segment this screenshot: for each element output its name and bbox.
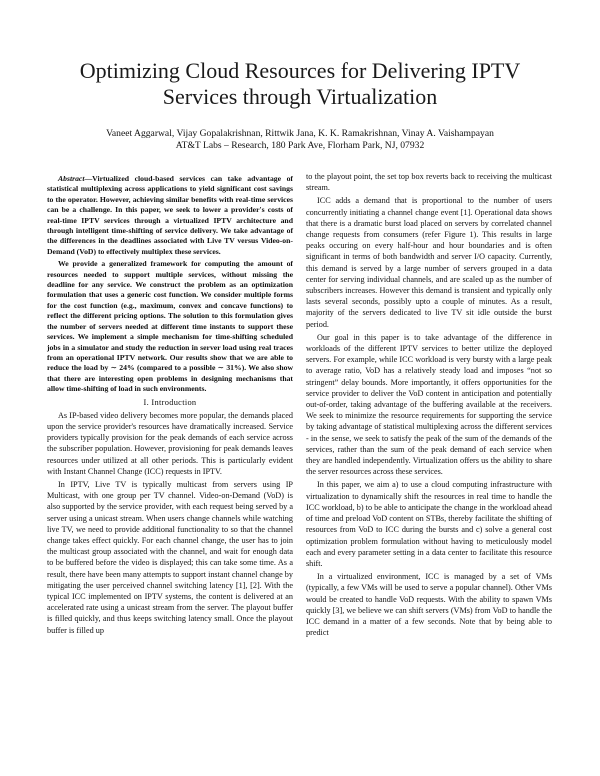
right-column — [306, 171, 552, 640]
abstract-paragraph-1 — [47, 174, 293, 257]
intro-paragraph-4: Our goal in this paper is to take advantage of the difference in workloads of the different IPTV services to better utilize the deployed servers. For example, while ICC workload is very bursty with a large peak to average ratio, VoD has a relatively steady load and imposes “not so stringent” delay bounds. More importantly, it offers opportunities for the service provider to deliver the VoD content in anticipation and potentially out-of-order, taking advantage of the buffering available at the receivers. We seek to minimize the resource requirements for supporting the service by taking advantage of statistical multiplexing across the different services - in the sense, we seek to satisfy the peak of the sum of the demands of the services, rather than the sum of the peak demand of each service when they are handled independently. Virtualization offers us the ability to share the server resources across these services. — [306, 332, 552, 477]
intro-paragraph-6: In a virtualized environment, ICC is managed by a set of VMs (typically, a few VMs will be used to serve a popular channel). Other VMs would be created to handle VoD requests. With the ability to spawn VMs quickly [3], we believe we can shift servers (VMs) from VoD to handle the ICC demand in a matter of a few seconds. Note that by being able to predict — [306, 572, 552, 638]
intro-paragraph-3: ICC adds a demand that is proportional to the number of users concurrently initiating a channel change event [1]. Operational data shows that there is a dramatic burst load placed on servers by correlated channel change requests from consumers (refer Figure 1). This results in large peaks occuring on every half-hour and hour boundaries and is often significant in terms of both bandwidth and server I/O capacity. Currently, this demand is served by a large number of servers grouped in a data center for serving individual channels, and are scaled up as the number of subscribers increases. However this demand is transient and typically only lasts several seconds, possibly upto a couple of minutes. As a result, majority of the servers dedicated to live TV sit idle outside the burst period. — [306, 196, 552, 329]
affiliation: AT&T Labs – Research, 180 Park Ave, Florham Park, NJ, 07932 — [175, 140, 425, 151]
intro-paragraph-2: In IPTV, Live TV is typically multicast from servers using IP Multicast, with one group per TV channel. Video-on-Demand (VoD) is also supported by the service provider, with each request being served by a server using a unicast stream. When users change channels while watching live TV, we need to provide additional functionality to so that the channel change takes effect quickly. For each channel change, the user has to join the multicast group associated with the channel, and wait for enough data to be buffered before the video is displayed; this can take some time. As a result, there have been many attempts to support instant channel change by mitigating the user perceived channel switching latency [1], [2]. With the typical ICC implemented on IPTV systems, the content is delivered at an accelerated rate using a unicast stream from the server. The playout buffer is filled quickly, and thus keeps switching latency small. Once the playout buffer is filled up — [47, 479, 293, 635]
intro-paragraph-1: As IP-based video delivery becomes more popular, the demands placed upon the service provider's resources have dramatically increased. Service providers typically provision for the peak demands of each service across the subscriber population. However, provisioning for peak demands leaves resources under utilized at all other periods. This is particularly evident with Instant Channel Change (ICC) requests in IPTV. — [47, 410, 293, 476]
section-heading-introduction: I. Introduction — [143, 397, 197, 407]
abstract-text-1: —Virtualized cloud-based services can take advantage of statistical multiplexing across applications to yield significant cost savings to the operator. However, achieving similar benefits with real-time services can be a challenge. In this paper, we seek to lower a provider's costs of real-time IPTV services through a virtualized IPTV architecture and through intelligent time-shifting of service delivery. We take advantage of the differences in the deadlines associated with Live TV versus Video-on-Demand (VoD) to effectively multiplex these services. — [47, 174, 293, 256]
intro-paragraph-5: In this paper, we aim a) to use a cloud computing infrastructure with virtualization to dynamically shift the resources in real time to handle the ICC workload, b) to be able to anticipate the change in the workload ahead of time and preload VoD content on STBs, thereby facilitate the shifting of resources from VoD to ICC during the bursts and c) solve a general cost optimization problem formulation without having to meticulously model each and every parameter setting in a data center to facilitate this resource shift. — [306, 480, 552, 568]
paper-title: Optimizing Cloud Resources for Delivering IPTV Services through Virtualization — [79, 58, 521, 109]
intro-paragraph-2-continued: to the playout point, the set top box reverts back to receiving the multicast stream. — [306, 172, 552, 193]
abstract-paragraph-2: We provide a generalized framework for computing the amount of resources needed to support multiple services, without missing the deadline for any service. We construct the problem as an optimization formulation that uses a generic cost function. We consider multiple forms for the cost function (e.g., maximum, convex and concave functions) to reflect the different pricing options. The solution to this formulation gives the number of servers needed at different time instants to support these services. We implement a simple mechanism for time-shifting scheduled jobs in a simulator and study the reduction in server load using real traces from an operational IPTV network. Our results show that we are able to reduce the load by ∼ 24% (compared to a possible ∼ 31%). We also show that there are interesting open problems in designing mechanisms that allow time-shifting of load in such environments. — [47, 259, 293, 394]
abstract-label: Abstract — [58, 174, 85, 183]
author-list: Vaneet Aggarwal, Vijay Gopalakrishnan, Rittwik Jana, K. K. Ramakrishnan, Vinay A. Vaishampayan — [106, 128, 494, 139]
left-column — [47, 174, 293, 638]
